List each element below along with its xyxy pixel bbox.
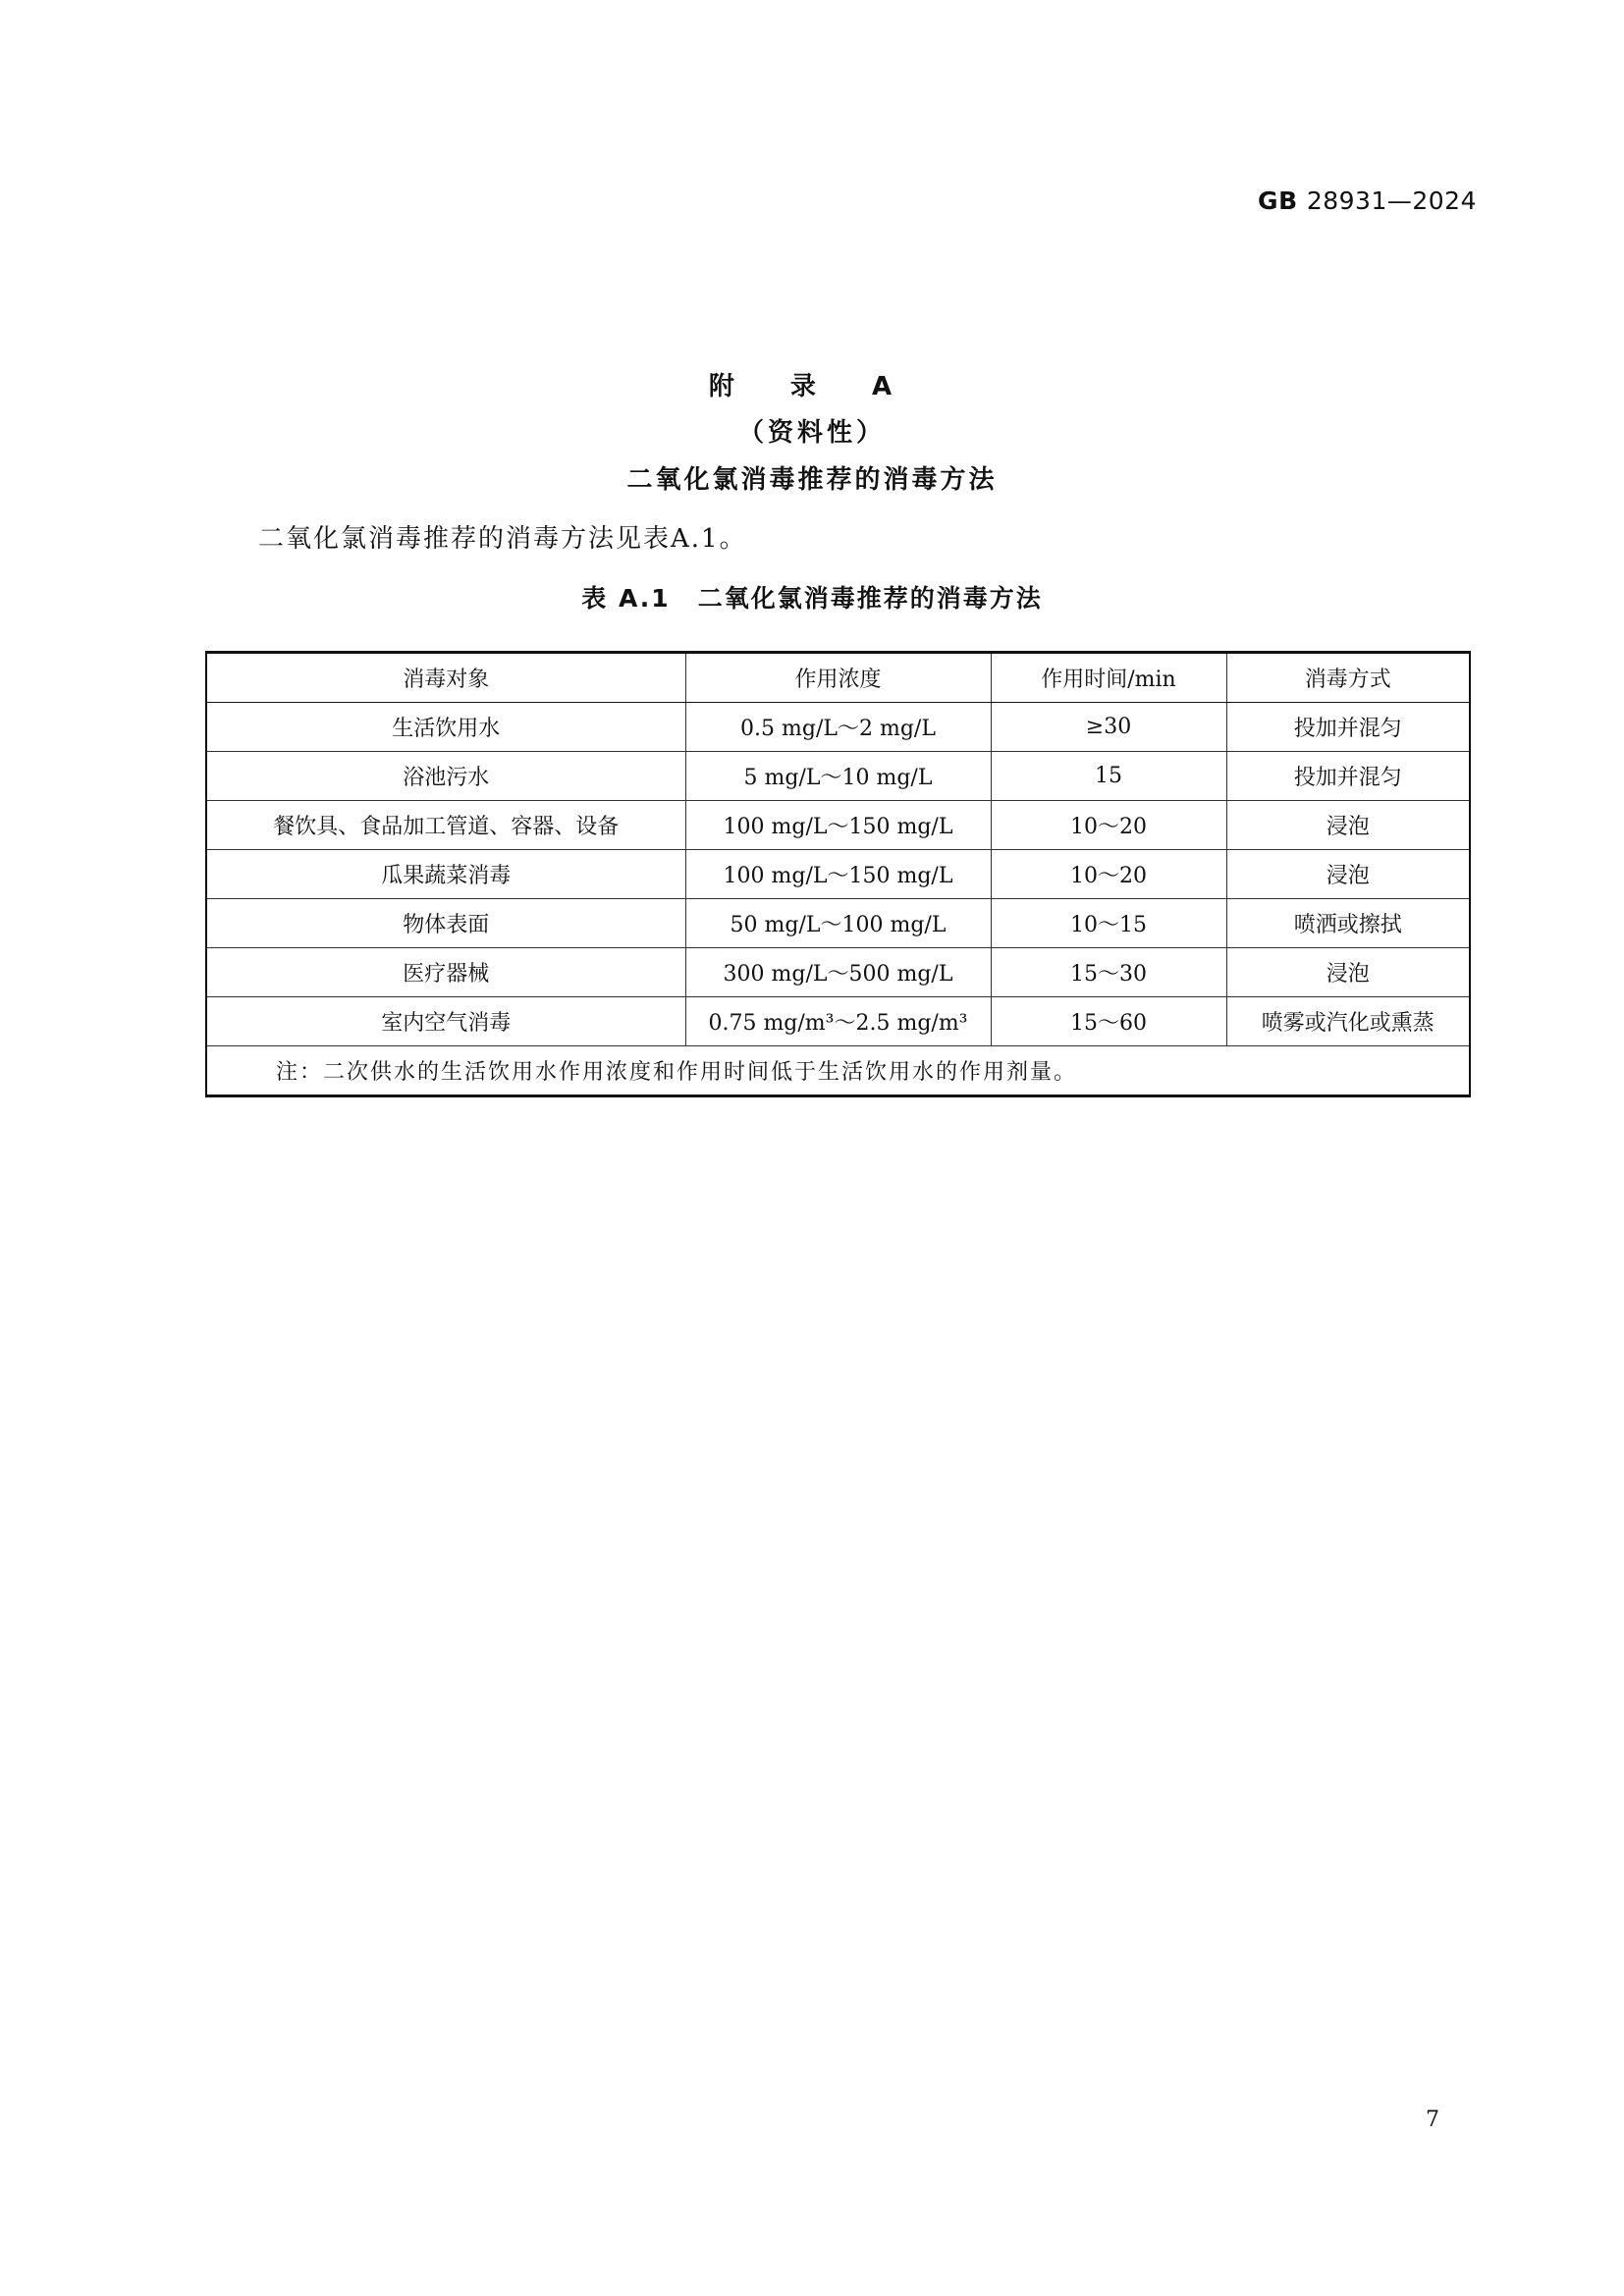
table-row xyxy=(206,703,1470,752)
table-row xyxy=(206,752,1470,801)
table-cell: 300 mg/L～500 mg/L xyxy=(685,948,991,997)
table-row xyxy=(206,948,1470,997)
table-cell: 15～30 xyxy=(991,948,1226,997)
column-header: 消毒方式 xyxy=(1226,653,1470,703)
table-cell: 投加并混匀 xyxy=(1226,703,1470,752)
disinfection-methods-table xyxy=(205,651,1471,1097)
table-cell: 50 mg/L～100 mg/L xyxy=(685,899,991,948)
table-row xyxy=(206,899,1470,948)
table-cell: 浸泡 xyxy=(1226,948,1470,997)
table-cell: 餐饮具、食品加工管道、容器、设备 xyxy=(206,801,685,850)
table-caption xyxy=(0,579,1624,614)
table-cell: 物体表面 xyxy=(206,899,685,948)
table-note: 注：二次供水的生活饮用水作用浓度和作用时间低于生活饮用水的作用剂量。 xyxy=(206,1046,1470,1096)
table-cell: 15～60 xyxy=(991,997,1226,1046)
column-header: 作用时间/min xyxy=(991,653,1226,703)
page-number: 7 xyxy=(1426,2108,1439,2132)
table-row xyxy=(206,850,1470,899)
table-cell: 投加并混匀 xyxy=(1226,752,1470,801)
table-cell: 5 mg/L～10 mg/L xyxy=(685,752,991,801)
table-cell: 瓜果蔬菜消毒 xyxy=(206,850,685,899)
standard-number xyxy=(1258,187,1477,215)
table-cell: 医疗器械 xyxy=(206,948,685,997)
table-cell: 浸泡 xyxy=(1226,801,1470,850)
table-cell: 10～20 xyxy=(991,850,1226,899)
table-caption-title: 二氧化氯消毒推荐的消毒方法 xyxy=(697,584,1043,613)
table-cell: 浴池污水 xyxy=(206,752,685,801)
appendix-title: 二氧化氯消毒推荐的消毒方法 xyxy=(626,465,998,495)
table-cell: 10～20 xyxy=(991,801,1226,850)
column-header: 消毒对象 xyxy=(206,653,685,703)
appendix-nature: （资料性） xyxy=(737,418,886,448)
table-row xyxy=(206,997,1470,1046)
table-cell: 15 xyxy=(991,752,1226,801)
column-header: 作用浓度 xyxy=(685,653,991,703)
table-cell: 生活饮用水 xyxy=(206,703,685,752)
standard-prefix: GB xyxy=(1258,187,1298,215)
table-header-row xyxy=(206,653,1470,703)
intro-paragraph: 二氧化氯消毒推荐的消毒方法见表A.1。 xyxy=(258,524,747,554)
table-cell: 100 mg/L～150 mg/L xyxy=(685,801,991,850)
appendix-label: 附 录 A xyxy=(708,372,916,401)
table-cell: 100 mg/L～150 mg/L xyxy=(685,850,991,899)
standard-code: 28931—2024 xyxy=(1306,187,1477,215)
table-cell: 喷雾或汽化或熏蒸 xyxy=(1226,997,1470,1046)
table-cell: 室内空气消毒 xyxy=(206,997,685,1046)
table-cell: 0.75 mg/m³～2.5 mg/m³ xyxy=(685,997,991,1046)
table-cell: 浸泡 xyxy=(1226,850,1470,899)
table-cell: 喷洒或擦拭 xyxy=(1226,899,1470,948)
table-cell: 0.5 mg/L～2 mg/L xyxy=(685,703,991,752)
table-cell: 10～15 xyxy=(991,899,1226,948)
table-note-row xyxy=(206,1046,1470,1096)
table-cell: ≥30 xyxy=(991,703,1226,752)
table-row xyxy=(206,801,1470,850)
table-caption-number: 表 A.1 xyxy=(581,584,671,613)
